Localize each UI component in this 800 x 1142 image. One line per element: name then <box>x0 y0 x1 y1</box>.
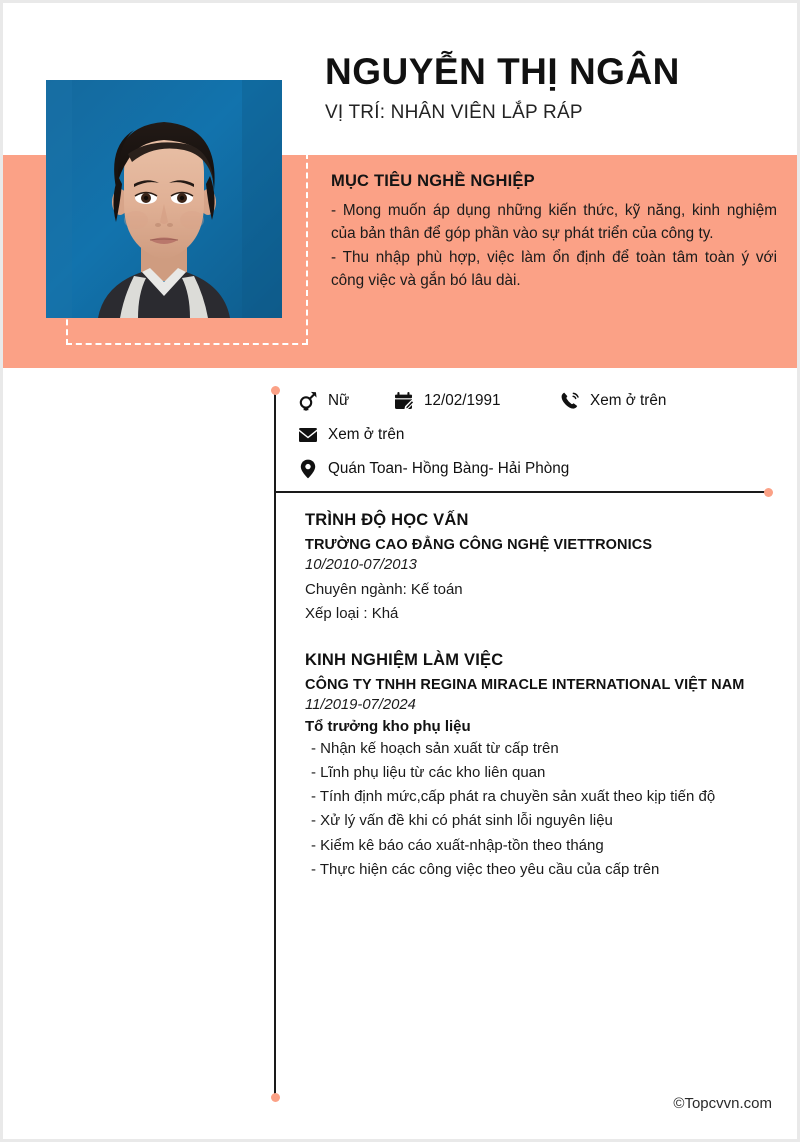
contact-gender-value: Nữ <box>328 392 350 409</box>
experience-section <box>305 651 785 883</box>
career-objective-title: MỤC TIÊU NGHỀ NGHIỆP <box>331 172 535 190</box>
cv-body-sections <box>305 511 785 882</box>
header <box>325 52 785 124</box>
section-spacer <box>305 627 785 651</box>
timeline-dot-top <box>271 386 280 395</box>
contact-row <box>297 452 787 486</box>
experience-duty-item: - Xử lý vấn đề khi có phát sinh lỗi nguyên liệu <box>311 812 613 830</box>
contact-row <box>297 418 787 452</box>
timeline-horizontal-rule <box>274 491 768 493</box>
contact-address <box>297 458 569 480</box>
timeline-dot-bottom <box>271 1093 280 1102</box>
experience-duty-item: - Thực hiện các công việc theo yêu cầu của cấp trên <box>311 861 660 879</box>
contact-phone <box>559 390 666 412</box>
phone-icon <box>559 390 581 412</box>
experience-duty-item: - Lĩnh phụ liệu từ các kho liên quan <box>311 763 546 781</box>
calendar-icon <box>393 390 415 412</box>
footer-watermark: ©Topcvvn.com <box>673 1095 772 1112</box>
education-school-name: TRƯỜNG CAO ĐẲNG CÔNG NGHỆ VIETTRONICS <box>305 537 653 553</box>
education-section-title: TRÌNH ĐỘ HỌC VẤN <box>305 511 469 529</box>
contact-dob-value: 12/02/1991 <box>424 392 501 409</box>
contact-row <box>297 384 787 418</box>
education-dates: 10/2010-07/2013 <box>305 557 417 573</box>
experience-duty-item: - Kiểm kê báo cáo xuất-nhập-tồn theo tháng <box>311 836 604 854</box>
contact-dob <box>393 390 559 412</box>
experience-section-title: KINH NGHIỆM LÀM VIỆC <box>305 650 504 669</box>
contact-address-value: Quán Toan- Hồng Bàng- Hải Phòng <box>328 460 570 477</box>
gender-icon <box>297 390 319 412</box>
education-section <box>305 511 785 627</box>
experience-duty-item: - Nhận kế hoạch sản xuất từ cấp trên <box>311 739 559 757</box>
career-objective-section <box>331 172 777 293</box>
contact-email <box>297 424 404 446</box>
page-title: NGUYỄN THỊ NGÂN <box>325 51 680 92</box>
timeline-vertical-line <box>274 392 276 1097</box>
education-major: Chuyên ngành: Kế toán <box>305 581 463 598</box>
location-pin-icon <box>297 458 319 480</box>
job-position-subtitle: VỊ TRÍ: NHÂN VIÊN LẮP RÁP <box>325 101 583 123</box>
timeline-dot-right <box>764 488 773 497</box>
contact-email-value: Xem ở trên <box>328 426 405 443</box>
avatar <box>46 80 282 318</box>
portrait-photo-icon <box>46 80 282 318</box>
contact-gender <box>297 390 393 412</box>
experience-company-name: CÔNG TY TNHH REGINA MIRACLE INTERNATIONAL VIỆT NAM <box>305 676 745 693</box>
career-objective-paragraph: - Mong muốn áp dụng những kiến thức, kỹ năng, kinh nghiệm của bản thân để góp phần vào sự phát triển của công ty. <box>331 202 777 242</box>
experience-duty-item: - Tính định mức,cấp phát ra chuyền sản xuất theo kịp tiến độ <box>311 788 716 806</box>
envelope-icon <box>297 424 319 446</box>
experience-dates: 11/2019-07/2024 <box>305 696 416 713</box>
page-border-top <box>0 0 800 3</box>
contact-phone-value: Xem ở trên <box>590 392 667 409</box>
career-objective-paragraph: - Thu nhập phù hợp, việc làm ổn định để toàn tâm toàn ý với công việc và gắn bó lâu dài. <box>331 248 777 289</box>
experience-job-title: Tổ trưởng kho phụ liệu <box>305 717 471 735</box>
education-grade: Xếp loại : Khá <box>305 605 399 623</box>
contact-info <box>297 384 787 486</box>
